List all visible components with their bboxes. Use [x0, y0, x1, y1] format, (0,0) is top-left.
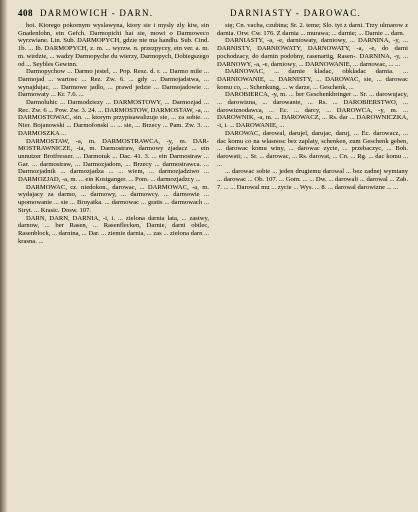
left-column: [18, 22, 209, 508]
paragraph: hoi. Ktorego pokornym wyslawyna, ktory sie i mysly zly kiw, sin Gnadenlohn, ein Gefch. Darmopichi hai sie, mowi o Darmoweco wyrzwiane. Lin. Sub. DARMOPYCH, gdzie nie ma handlu. Sub. Cind. 1b. ... Ib. DARMOPYCH, z. m. ... wyrzw. n. przezpyczy, ein ver. a. m. m. wirdzie, ... wadzy Darmopyche du wierzy, Darmopych, Dobiegszego od ... Seybles Gewinn.: [18, 22, 209, 68]
paragraph: DARMOWAC, cz. niedokon., darowac, ... DARMOWAC, -a, m. wydajacy za darmo, ... darmowy, ... darmowcy. ... darmowie ... upomowanie ... sie ... Bruyatka. ... darmowac ... gratis ... darmowach ... Stryt. ... Krasic. Dosw. 107.: [18, 183, 209, 214]
page-number: 408: [18, 8, 33, 18]
running-head-left: DARMOWICH - DARN.: [40, 8, 154, 18]
page-header: [18, 8, 408, 22]
paragraph: ... darowac sobie ... jeden drugiemu darowal ... bez zadnej wymiany ... darowac ... Ob. 107. ... Gorn. ... ... Dw. ... darowali ... darowal ... Zab. 7. ... ... Darowal mu ... zycie ... Wys. ... 8. ... darowal darowizne ... ...: [217, 168, 408, 191]
paragraph: DAROBIERCA, -y, m. ... ber Geschenkbringer ... Sr. ... darowujacy, ... darowizna, ... darowanie, ... Rs. ... DAROBIERSTWO, ... darowiznodawca, ... Ec. ... darcy, ... DAROWCA, -y, m. ... DAROWNIK, -a, m. ... DAROWACZ, ... Rs. dar ... DAROWNICZKA, -i, i. ... DAROWANIE, ...: [217, 91, 408, 130]
paragraph: DARN, DARN, DARNIA, -i, i. ... zielona darnia lata, ... zastwy, darnow, ... ber Rasen, ... Rasenflecken, Darnie, darni obtlec, Rasenblock, ... darnina, ... Dar. ... ziemie darnia, ... zas ... zielona darn ... krasna. ...: [18, 214, 209, 245]
binding-shadow: [0, 0, 8, 512]
paragraph: Darmopychow ... Darmo jestel, ... Pop. Resz. d. r. ... Darmo mile ... Darmojad ... wartosc ... Rez. Zw. 6. ... gdy ... Darmojadstwa, ... wynajdujac, ... Darmowe jadlo, ... prawd jedzie ... Darmojadowie ... Darmowaty ... Kr. 7.6. ...: [18, 68, 209, 99]
paragraph: DARNIASTY, -a, -e, darniowaty, darniowy, ... DARNINA, -y, ... DARNISTY, DARNIOWATY, DARNOWATY, -a, -e, do darni pochodzacy, do darnin podobny, rasenartig, Rasen-. DARNINA, -y, ... DARNOWY, -a, -e, darniowy, ... DARNOWANIE, ... darnowac, ... ...: [217, 37, 408, 68]
paragraph: DARMOSTAW, -a, m. DARMOSTRAWCA, -y, m. DAR- MOSTRAWNICZE, -ia, m. Darmostraw, darmowy zjadacz ... ein unnutzer Brotfresser. ... Darmotuk ... Dac. 41. 3. ... ein Darmostraw ... Gar. ... darmostraw, ... Darmozjadom, ... Brzecy ... darmostrawca. ... Darmozjadnik ... darmozjadza ... ... wiem, ... darmozjadztwo ... DARMOZJAD, -a, m. ... ein Kostganger. ... Pom. ... darmozjadzcy ...: [18, 137, 209, 184]
running-head-right: DARNIASTY - DAROWAC.: [230, 8, 361, 18]
paragraph: DARNOWAC, ... darnie kladac, obkladac darnia. ... DARNIOWANIE, ... DARNISTY, ... DAROWAC, sie, ... darowac komu co, ... Schenkung, ... w darze, ... Geschenk, ...: [217, 68, 408, 91]
text-columns: [18, 22, 408, 508]
paragraph: się; Cn. vacha, czubina; Sr. 2. teme; Slo. tyt z darni. Trzy ulmarow z darnia. Orw. Cw. 176. Z darnia ... murawa; ... darnie; ... Darnie ... darn.: [217, 22, 408, 37]
paragraph: DAROWAC, darowal, darujel, darujac, daruj, ... Ec. darowacz, ... dac komu co na wlasnosc bez zaplaty, schenken, zum Geschenk geben, ... darowac komu winy, ... darowac zycie, ... przebaczyc, ... Boh. darowati; ... Sr. ... darowac, ... Rs. darovat, ... Cn. ... Rg. ... dac komu ... ...: [217, 129, 408, 168]
paragraph: Darmoluhic ... Darmodziezy ... DARMOSTOWY, ... Darmozjad ... Rec. Zw. 6 ... Pow. Zw. 3. 24. ... DARMOSTOW, DARMOSTAW, -a, ... DARMOSTOWAC, sin. ... ktorym przypisawalizuje sie, ... za sobie. ... Nier. Bojanowski ... Darmofonski ... ... sie, ... Brzecy ... Pam. Zw. 3. ... DARMOSZKA ...: [18, 99, 209, 137]
right-column: [217, 22, 408, 508]
